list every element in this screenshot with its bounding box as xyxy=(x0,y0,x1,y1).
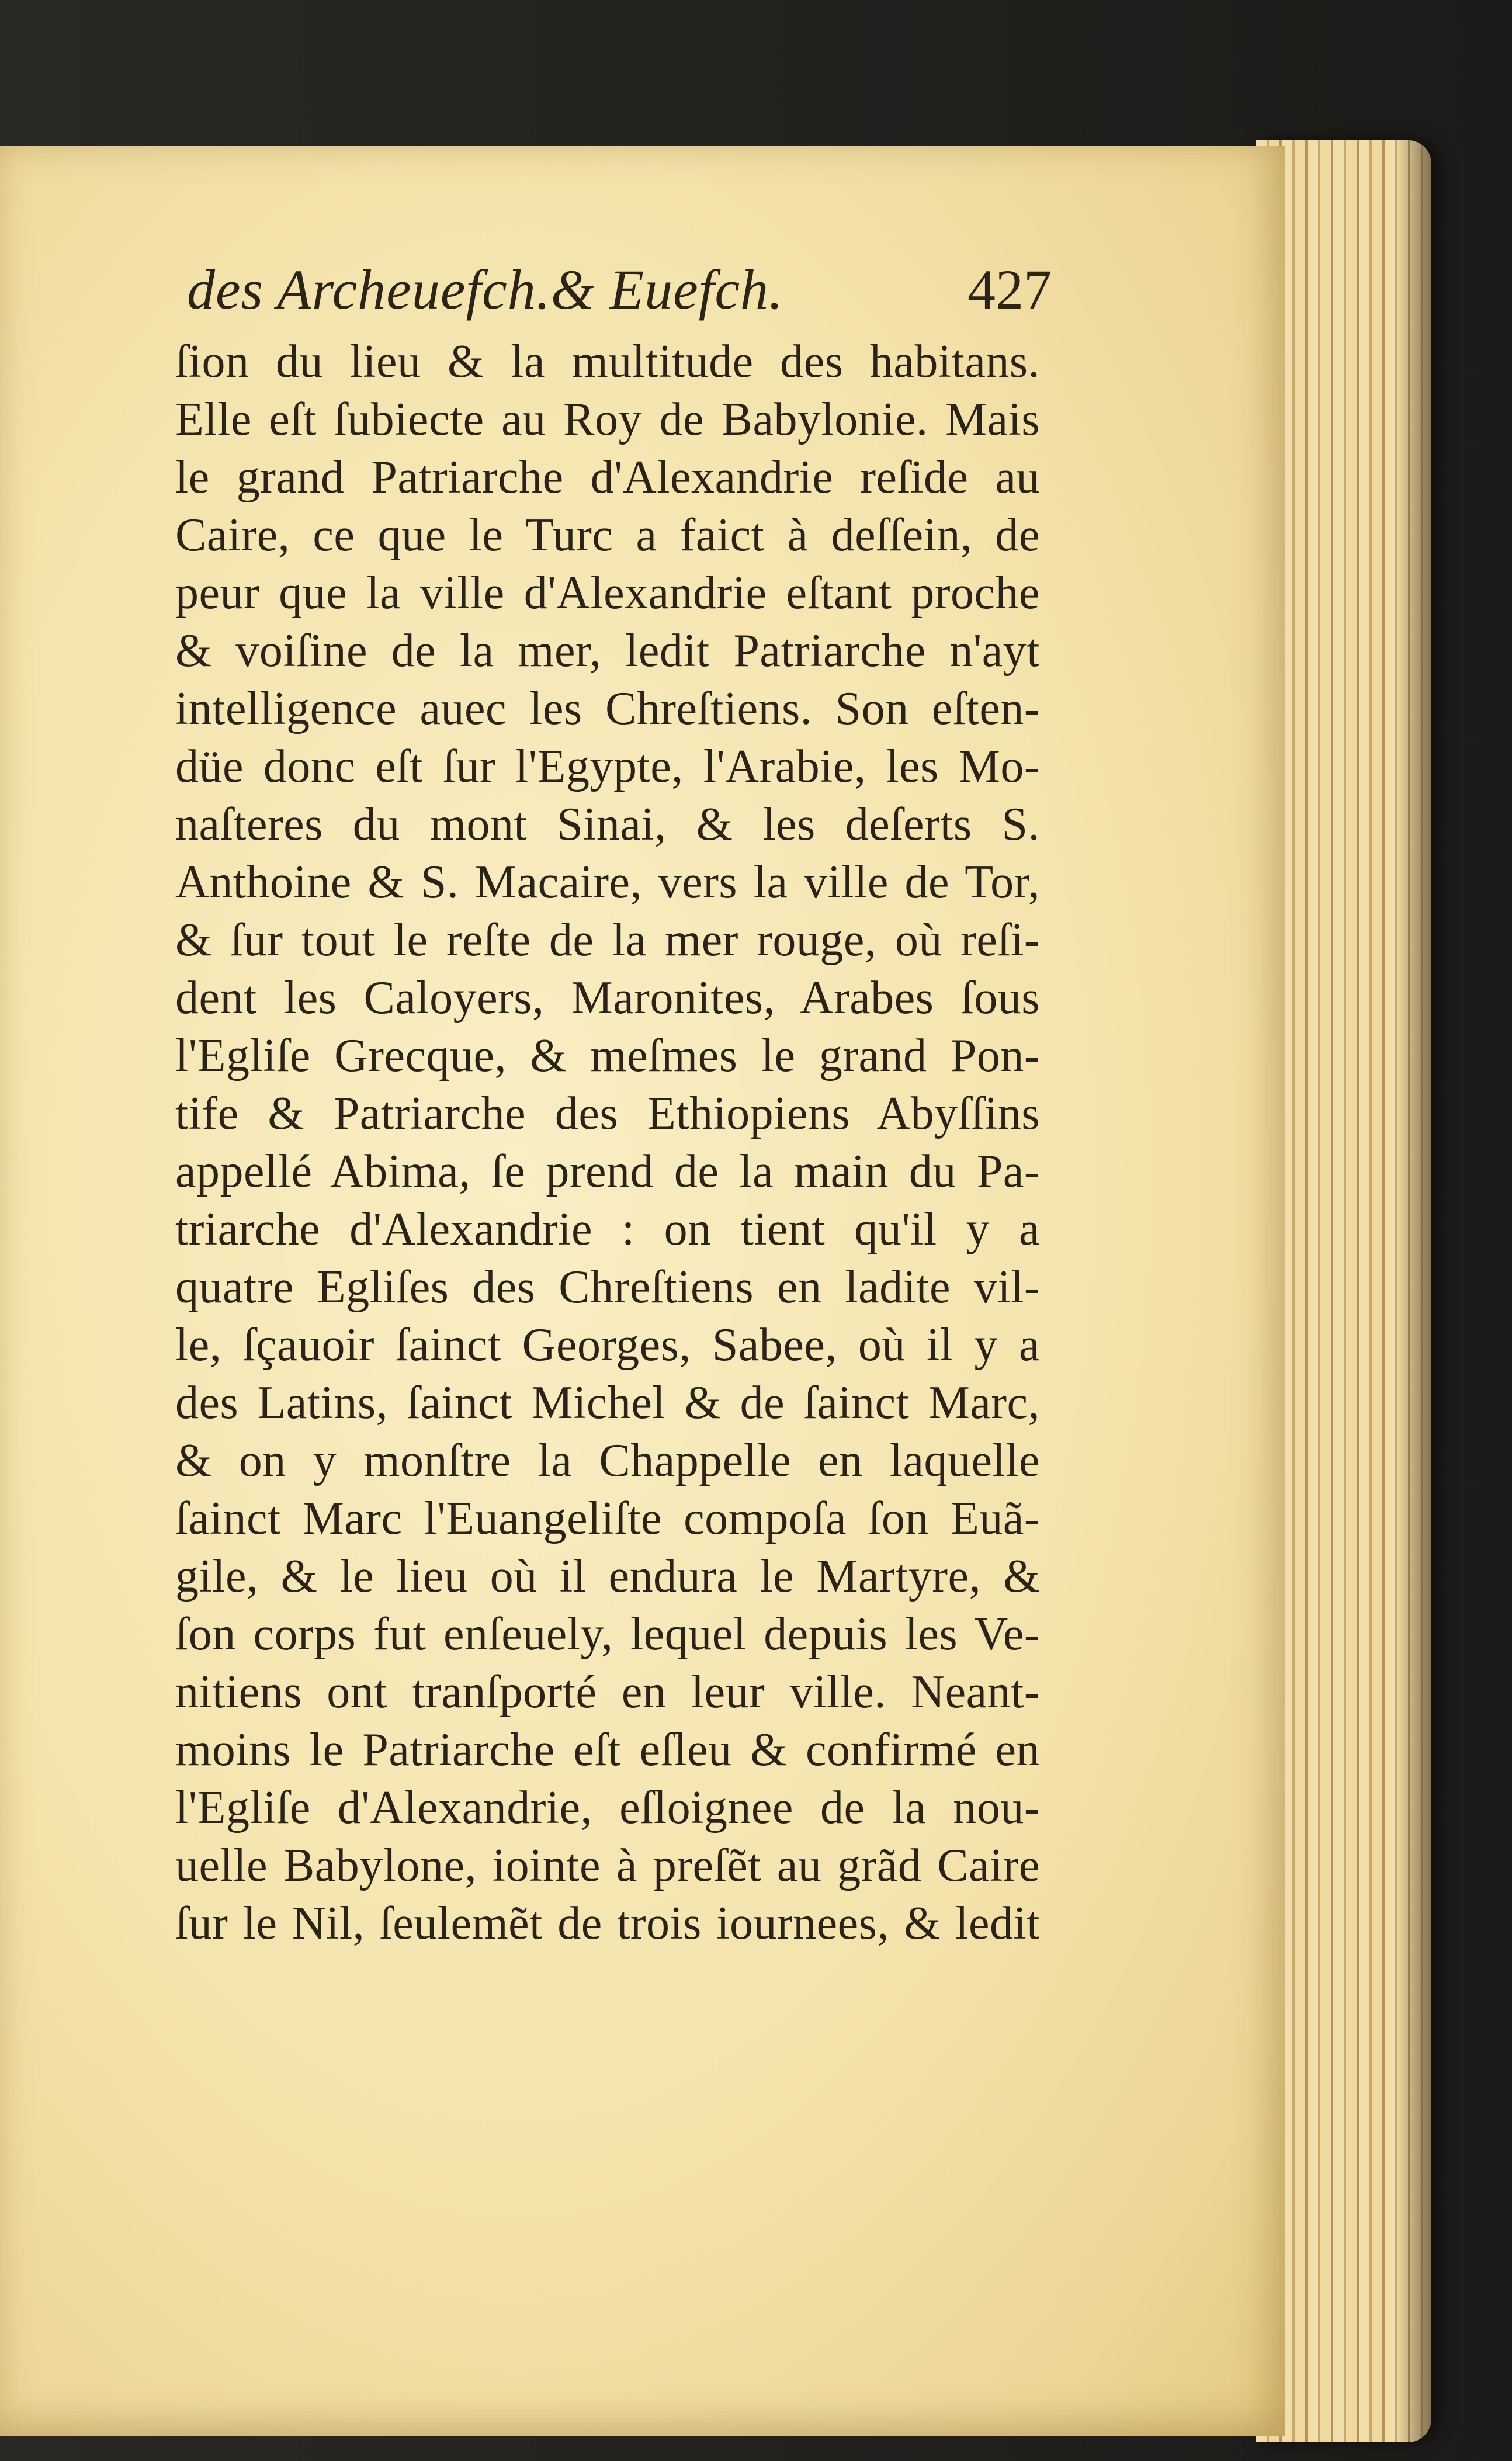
text-line: appellé Abima, ſe prend de la main du Pa- xyxy=(175,1146,1040,1197)
text-line: triarche d'Alexandrie : on tient qu'il y a xyxy=(175,1204,1040,1255)
text-line: nitiens ont tranſporté en leur ville. Neant- xyxy=(175,1666,1040,1718)
page-header xyxy=(187,257,1052,333)
text-line: Elle eſt ſubiecte au Roy de Babylonie. Mais xyxy=(175,394,1040,445)
text-line: Caire, ce que le Turc a faict à deſſein, de xyxy=(175,509,1040,561)
text-line: l'Egliſe Grecque, & meſmes le grand Pon- xyxy=(175,1030,1040,1082)
text-line: le grand Patriarche d'Alexandrie reſide au xyxy=(175,452,1040,503)
text-line: ſainct Marc l'Euangeliſte compoſa ſon Euã- xyxy=(175,1493,1040,1544)
text-line: ſur le Nil, ſeulemẽt de trois iournees, & ledit xyxy=(175,1898,1040,1949)
text-line: peur que la ville d'Alexandrie eſtant proche xyxy=(175,567,1040,619)
text-line: ſon corps fut enſeuely, lequel depuis les Ve- xyxy=(175,1609,1040,1660)
text-line: düe donc eſt ſur l'Egypte, l'Arabie, les Mo- xyxy=(175,741,1040,792)
text-line: intelligence auec les Chreſtiens. Son eſten- xyxy=(175,683,1040,734)
running-head: des Archeuefch.& Euefch. xyxy=(187,258,783,321)
text-line: le, ſçauoir ſainct Georges, Sabee, où il y a xyxy=(175,1319,1040,1371)
text-line: dent les Caloyers, Maronites, Arabes ſous xyxy=(175,972,1040,1024)
text-line: moins le Patriarche eſt eſleu & confirmé en xyxy=(175,1724,1040,1776)
page-number: 427 xyxy=(967,258,1052,321)
text-line: l'Egliſe d'Alexandrie, eſloignee de la nou- xyxy=(175,1782,1040,1833)
body-text xyxy=(175,333,1040,1953)
text-line: Anthoine & S. Macaire, vers la ville de Tor, xyxy=(175,857,1040,908)
text-line: ſion du lieu & la multitude des habitans. xyxy=(175,336,1040,387)
text-line: & ſur tout le reſte de la mer rouge, où reſi- xyxy=(175,914,1040,966)
text-line: & voiſine de la mer, ledit Patriarche n'ayt xyxy=(175,625,1040,677)
text-line: uelle Babylone, iointe à preſẽt au grãd Caire xyxy=(175,1840,1040,1891)
text-line: & on y monſtre la Chappelle en laquelle xyxy=(175,1435,1040,1486)
text-line: tife & Patriarche des Ethiopiens Abyſſins xyxy=(175,1088,1040,1139)
text-line: gile, & le lieu où il endura le Martyre, & xyxy=(175,1551,1040,1602)
text-line: quatre Egliſes des Chreſtiens en ladite vil- xyxy=(175,1261,1040,1313)
text-line: naſteres du mont Sinai, & les deſerts S. xyxy=(175,799,1040,850)
text-line: des Latins, ſainct Michel & de ſainct Marc, xyxy=(175,1377,1040,1429)
